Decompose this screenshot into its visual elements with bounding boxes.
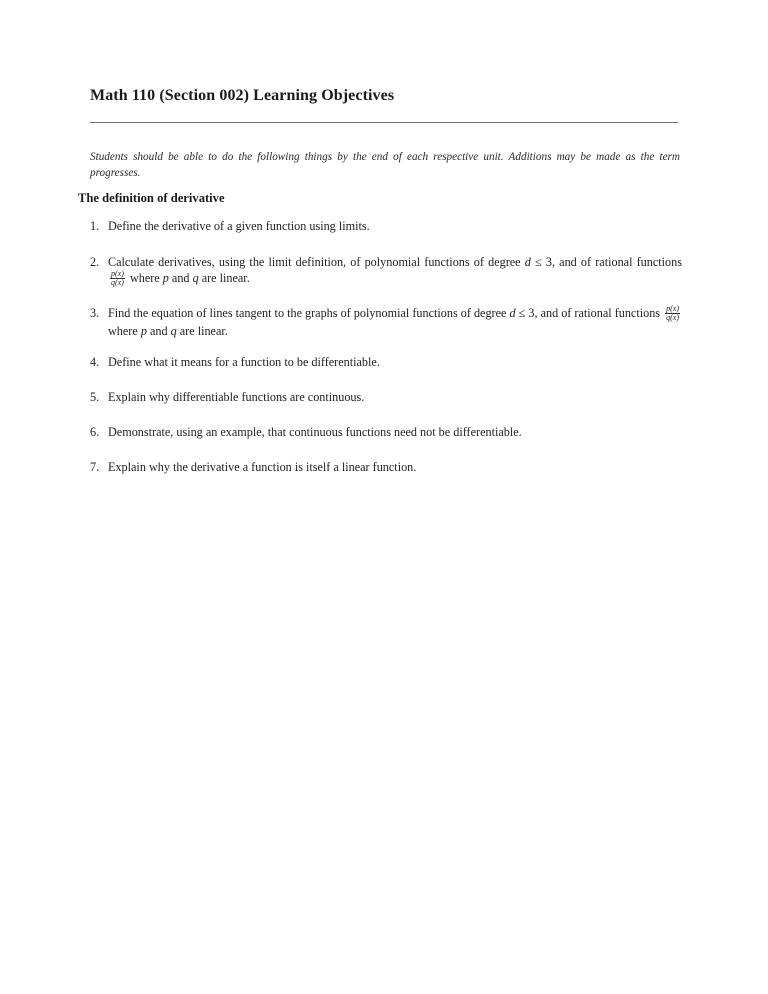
- fraction-numerator: p(x): [666, 303, 679, 313]
- fraction-denominator: q(x): [666, 312, 679, 322]
- list-item: [90, 254, 682, 288]
- item-text: Explain why the derivative a function is itself a linear function.: [108, 460, 417, 474]
- math-variable-d: d: [509, 306, 516, 320]
- item-text: Calculate derivatives, using the limit definition, of polynomial functions of degree d ≤ 3, and of rational functions $\frac{p(x)}{q(x)}$ where p and q are linear.: [108, 255, 682, 287]
- list-item: [90, 305, 682, 339]
- fraction-p-over-q: [110, 270, 125, 287]
- fraction-numerator: p(x): [111, 268, 124, 278]
- list-item: [90, 424, 682, 440]
- item-text: Define what it means for a function to be differentiable.: [108, 355, 380, 369]
- math-variable-p: p: [162, 271, 169, 285]
- item-number: 4.: [90, 355, 100, 369]
- list-item: [90, 389, 682, 405]
- fraction-p-over-q: [665, 305, 680, 322]
- fraction-denominator: q(x): [111, 277, 124, 287]
- item-text: Demonstrate, using an example, that continuous functions need not be differentiable.: [108, 425, 522, 439]
- intro-paragraph: Students should be able to do the following things by the end of each respective unit. Additions may be made as the term progresses.: [90, 151, 680, 179]
- item-number: 3.: [90, 306, 100, 320]
- item-number: 5.: [90, 390, 100, 404]
- list-item: [90, 459, 682, 475]
- section-heading: The definition of derivative: [78, 191, 225, 205]
- math-variable-d: d: [524, 255, 531, 269]
- list-item: [90, 354, 682, 370]
- item-number: 1.: [90, 219, 100, 233]
- math-leq: ≤ 3: [515, 306, 535, 320]
- item-text: Explain why differentiable functions are continuous.: [108, 390, 365, 404]
- item-number: 7.: [90, 460, 100, 474]
- item-number: 2.: [90, 255, 100, 269]
- math-leq: ≤ 3: [530, 255, 552, 269]
- math-variable-q: q: [170, 323, 177, 338]
- item-text: Define the derivative of a given function using limits.: [108, 219, 370, 233]
- item-number: 6.: [90, 425, 100, 439]
- document-title: Math 110 (Section 002) Learning Objectives: [90, 87, 395, 104]
- math-variable-p: p: [140, 323, 147, 338]
- math-variable-q: q: [192, 271, 199, 285]
- title-divider: [90, 122, 678, 123]
- item-text: Find the equation of lines tangent to the graphs of polynomial functions of degree d ≤ 3, and of rational functions $\frac{p(x)}{q(x)}$ where p and q are linear.: [108, 303, 679, 338]
- list-item: [90, 218, 682, 234]
